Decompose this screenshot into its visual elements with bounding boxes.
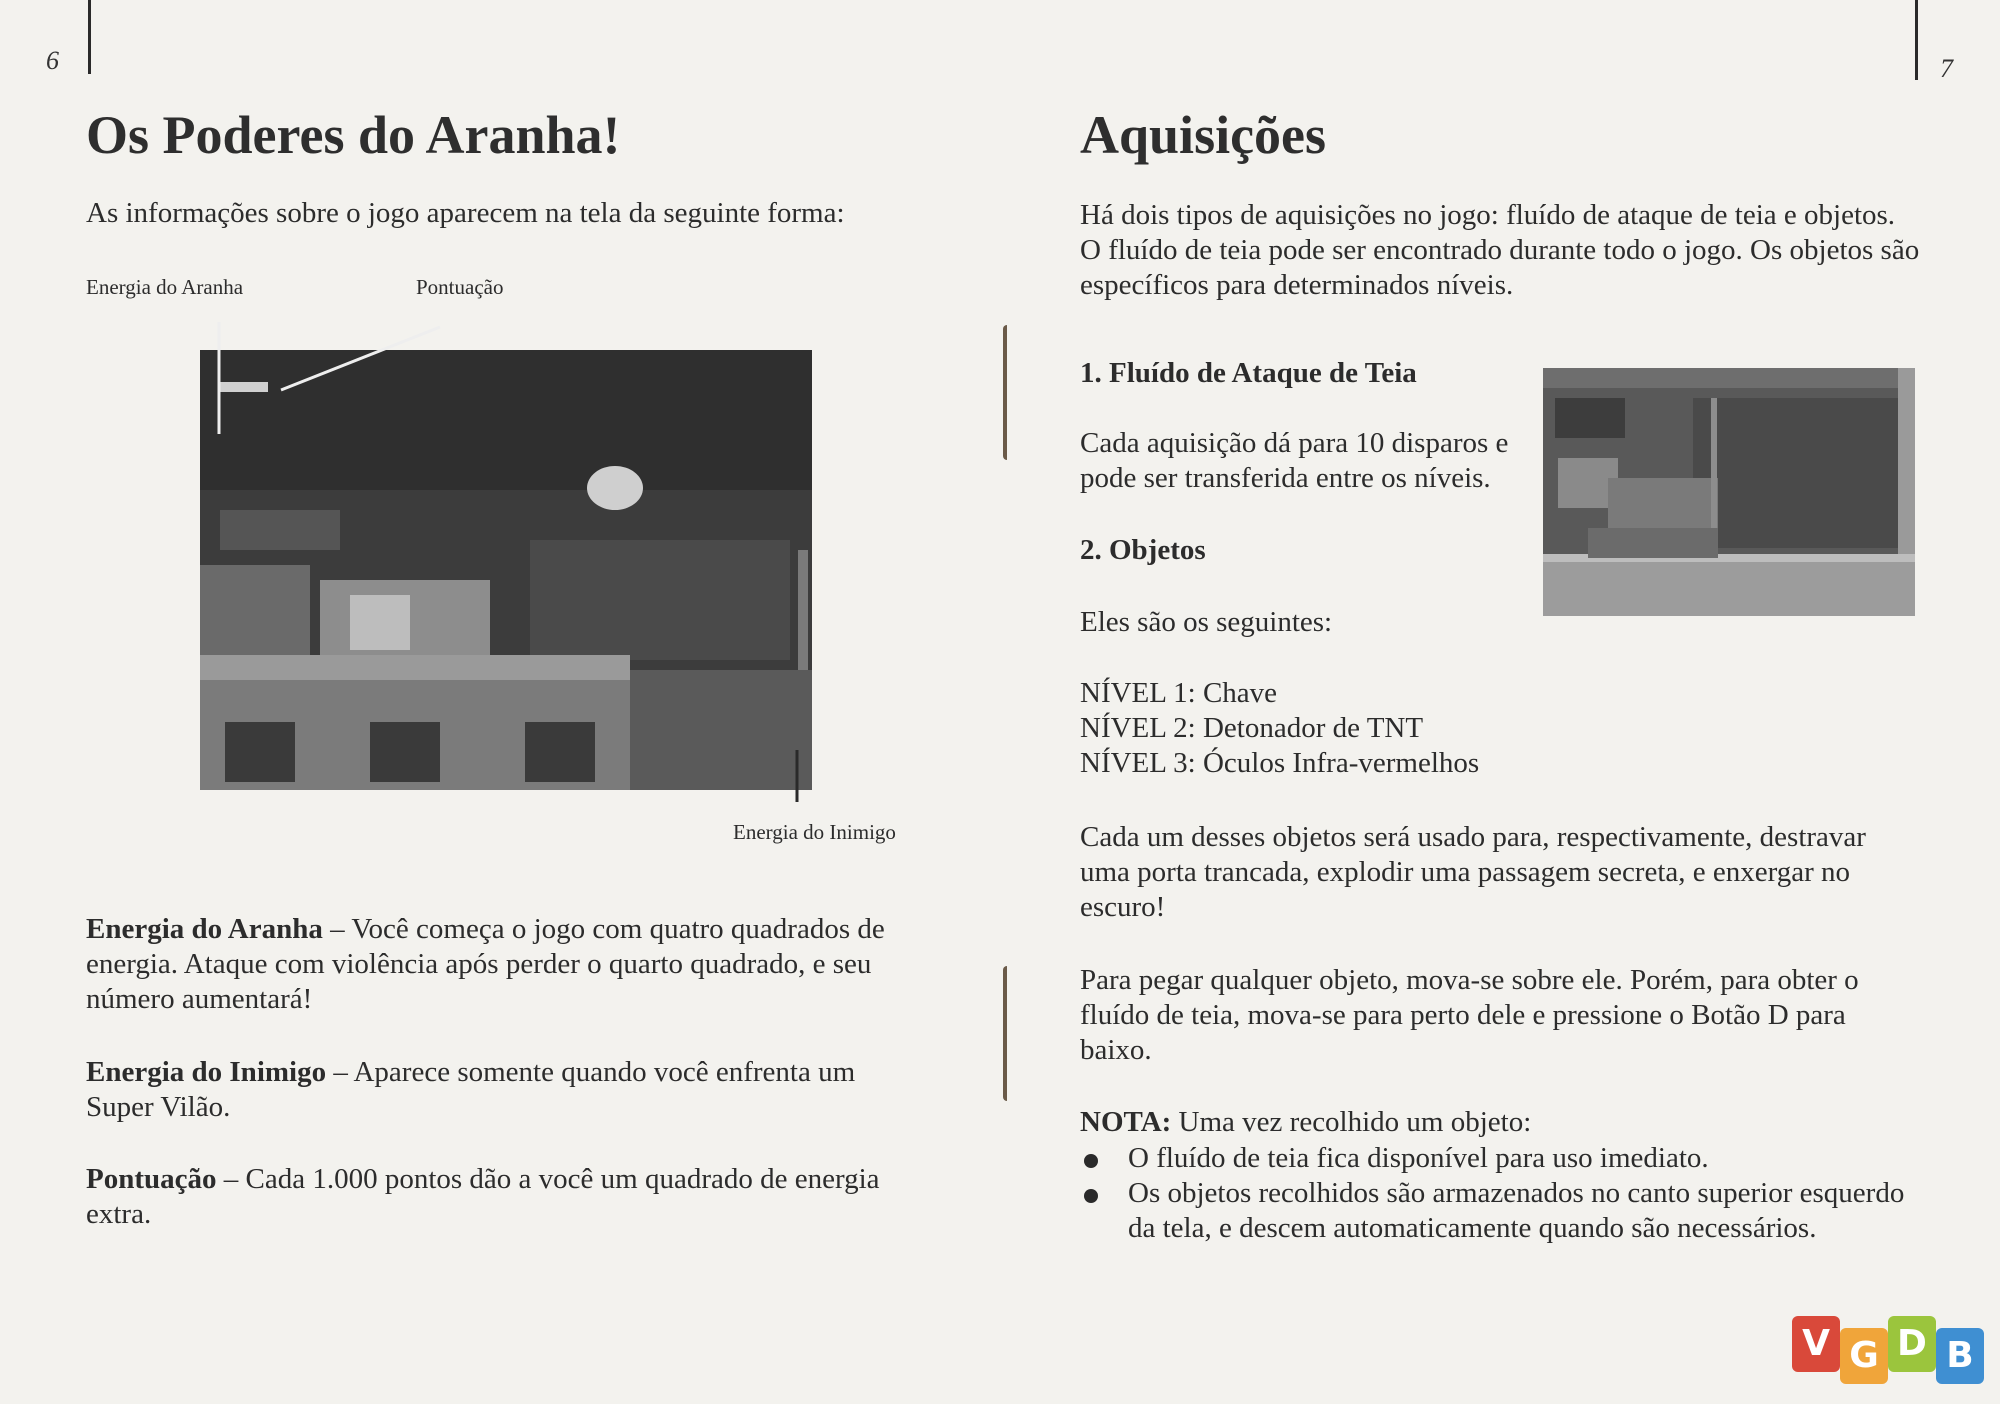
entry-term: Energia do Aranha [86,913,323,945]
label-score: Pontuação [416,275,504,299]
page-title: Aquisições [1080,105,1327,165]
label-pointer-lines [0,0,1000,900]
entry-text: – Cada 1.000 pontos dão a você um quadrado de energia extra. [86,1163,880,1230]
note-bullet-item: O fluído de teia fica disponível para uso imediato. [1080,1141,1920,1176]
levels-list [1080,676,1479,781]
game-screenshot-street [1543,368,1915,616]
page-number: 7 [1940,54,1953,83]
vgdb-logo [1792,1316,1992,1388]
right-page [1000,0,2000,1404]
note-label: NOTA: [1080,1106,1172,1138]
section-heading-objects: 2. Objetos [1080,534,1206,566]
label-enemy-energy: Energia do Inimigo [733,820,896,844]
page-marker-line [1915,0,1918,80]
level-item: NÍVEL 1: Chave [1080,677,1278,709]
entry-score [86,1162,922,1232]
page-title: Os Poderes do Aranha! [86,105,621,165]
pickup-text: Para pegar qualquer objeto, mova-se sobre ele. Porém, para obter o fluído de teia, mova-se para perto dele e pressione o Botão D para baixo. [1080,964,1859,1066]
entry-term: Pontuação [86,1163,217,1195]
level-item: NÍVEL 3: Óculos Infra-vermelhos [1080,747,1480,779]
note-bullet-item: Os objetos recolhidos são armazenados no canto superior esquerdo da tela, e descem automaticamente quando são necessários. [1080,1176,1920,1246]
objects-usage-text: Cada um desses objetos será usado para, respectivamente, destravar uma porta trancada, explodir uma passagem secreta, e enxergar no escuro! [1080,821,1866,923]
objects-intro: Eles são os seguintes: [1080,606,1333,638]
street-screenshot [1543,368,1915,616]
level-item: NÍVEL 2: Detonador de TNT [1080,712,1424,744]
entry-spider-energy [86,912,922,1017]
note-bullet-list [1080,1141,1920,1246]
logo-letter-v: V [1792,1316,1840,1372]
section-heading-web-fluid: 1. Fluído de Ataque de Teia [1080,357,1417,389]
entry-text: – Você começa o jogo com quatro quadrados de energia. Ataque com violência após perder o quarto quadrado, e seu número aumentará! [86,913,885,1015]
intro-text: Há dois tipos de aquisições no jogo: fluído de ataque de teia e objetos. O fluído de teia pode ser encontrado durante todo o jogo. Os objetos são específicos para determinados níveis. [1080,199,1920,301]
logo-letter-d: D [1888,1316,1936,1372]
entry-term: Energia do Inimigo [86,1056,327,1088]
label-spider-energy: Energia do Aranha [86,275,244,299]
web-fluid-text: Cada aquisição dá para 10 disparos e pode ser transferida entre os níveis. [1080,427,1509,494]
page-number: 6 [46,46,59,75]
note-text [1080,1105,1920,1140]
entry-text: – Aparece somente quando você enfrenta um Super Vilão. [86,1056,856,1123]
entry-enemy-energy [86,1055,922,1125]
logo-letter-g: G [1840,1328,1888,1384]
logo-letter-b: B [1936,1328,1984,1384]
intro-text: As informações sobre o jogo aparecem na tela da seguinte forma: [86,197,845,229]
note-body: Uma vez recolhido um objeto: [1171,1106,1532,1138]
